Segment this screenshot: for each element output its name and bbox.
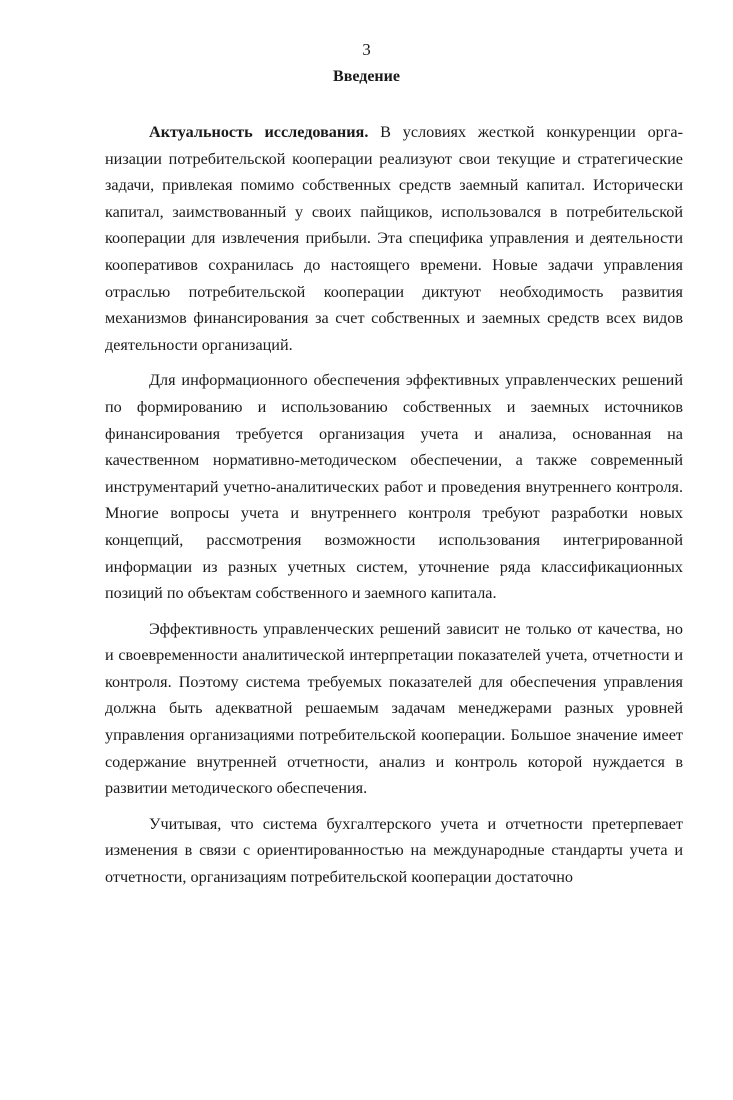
paragraph-information-support <box>105 367 683 606</box>
section-heading: Введение <box>333 68 400 85</box>
paragraph-text: Эффективность управленческих решений зависит не только от качества, но и своевременности аналитической интерпретации показателей учета, отчетности и контроля. Поэтому система требуемых показателей для обеспечения управления должна быть адекватной решаемым задачам менеджерами разных уровней управления организациями потребительской кооперации. Большое значение имеет содержание внутренней отчетности, анализ и контроль которой нуждается в развитии методического обеспечения. <box>105 619 683 798</box>
paragraph-accounting-system <box>105 811 683 891</box>
paragraph-text: Для информационного обеспечения эффективных управленческих решений по формированию и использованию собственных и заемных источников финансирования требуется организация учета и анализа, основанная на качественном нормативно-методическом обеспечении, а также современный инструментарий учетно-аналитических работ и проведения внутреннего контроля. Многие вопросы учета и внутреннего контроля требуют разработки новых концепций, рассмотрения возможности использования интегрированной информации из разных учетных систем, уточнение ряда классификационных позиций по объектам собственного и заемного капитала. <box>105 371 683 603</box>
paragraph-text: Учитывая, что система бухгалтерского учета и отчетности претерпевает изменения в связи с ориентированностью на международные стандарты учета и отчетности, организациям потребительской кооперации достаточно <box>105 814 683 887</box>
paragraph-text: В условиях жесткой конкуренции организации потребительской кооперации реализуют свои текущие и стратегические задачи, привлекая помимо собственных средств заемный капитал. Исторически капитал, заимствованный у своих пайщиков, использовался в потребительской кооперации для извлечения прибыли. Эта специфика управления и деятельности кооперативов сохранилась до настоящего времени. Новые задачи управления отраслью потребительской кооперации диктуют необходимость развития механизмов финансирования за счет собственных и заемных средств всех видов деятельности организаций. <box>105 123 683 354</box>
paragraph-lead: Актуальность исследования. <box>149 123 369 141</box>
paragraph-relevance <box>105 119 683 358</box>
paragraph-management-efficiency <box>105 616 683 802</box>
body-text <box>105 119 683 900</box>
page-number: 3 <box>362 40 371 59</box>
